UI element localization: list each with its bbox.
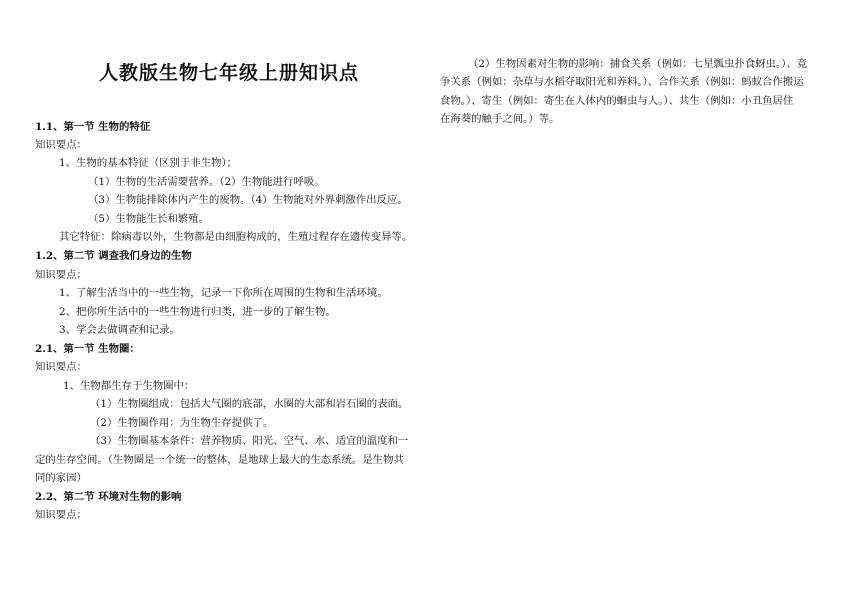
body-line: 定的生存空间。（生物圈是一个统一的整体，是地球上最大的生态系统。是生物共 [35,454,404,466]
body-line: 1、了解生活当中的一些生物，记录一下你所在周围的生物和生活环境。 [59,287,388,299]
page-title: 人教版生物七年级上册知识点 [98,62,359,84]
section-heading: 2.1、第一节 生物圈： [35,343,140,355]
body-line: 知识要点： [35,139,87,151]
body-line: 3、学会去做调查和记录。 [59,324,180,336]
body-line: 争关系（例如：杂草与水稻夺取阳光和养料。）、合作关系（例如：蚂蚁合作搬运 [440,76,804,88]
body-line: 2、把你所生活中的一些生物进行归类，进一步的了解生物。 [59,306,336,318]
body-line: 知识要点： [35,509,87,521]
body-line: 在海葵的触手之间。）等。 [440,113,560,125]
body-line: （3）生物能排除体内产生的废物。（4）生物能对外界刺激作出反应。 [88,194,408,206]
body-line: （1）生物圈组成：包括大气圈的底部，水圈的大部和岩石圈的表面。 [90,398,409,410]
body-line: 1、生物的基本特征（区别于非生物）； [59,157,238,169]
body-line: 同的家园） [35,472,87,484]
body-line: （1）生物的生活需要营养。（2）生物能进行呼吸。 [88,176,325,188]
body-line: （5）生物能生长和繁殖。 [88,213,209,225]
section-heading: 1.1、第一节 生物的特征 [35,121,151,133]
body-line: 其它特征：除病毒以外，生物都是由细胞构成的，生殖过程存在遗传变异等。 [59,231,413,243]
section-heading: 1.2、第二节 调查我们身边的生物 [35,250,192,262]
body-line: 1、生物都生存于生物圈中： [63,380,195,392]
body-line: 知识要点： [35,269,87,281]
body-line: 知识要点： [35,361,87,373]
body-line: （2）生物圈作用：为生物生存提供了。 [90,417,274,429]
body-line: （2）生物因素对生物的影响：捕食关系（例如：七星瓢虫扑食蚜虫。）、竞 [468,58,808,70]
body-line: 食物。）、寄生（例如：寄生在人体内的蛔虫与人。）、共生（例如：小丑鱼居住 [440,95,794,107]
body-line: （3）生物圈基本条件：营养物质、阳光、空气、水、适宜的温度和一 [90,435,409,447]
section-heading: 2.2、第二节 环境对生物的影响 [35,491,182,503]
